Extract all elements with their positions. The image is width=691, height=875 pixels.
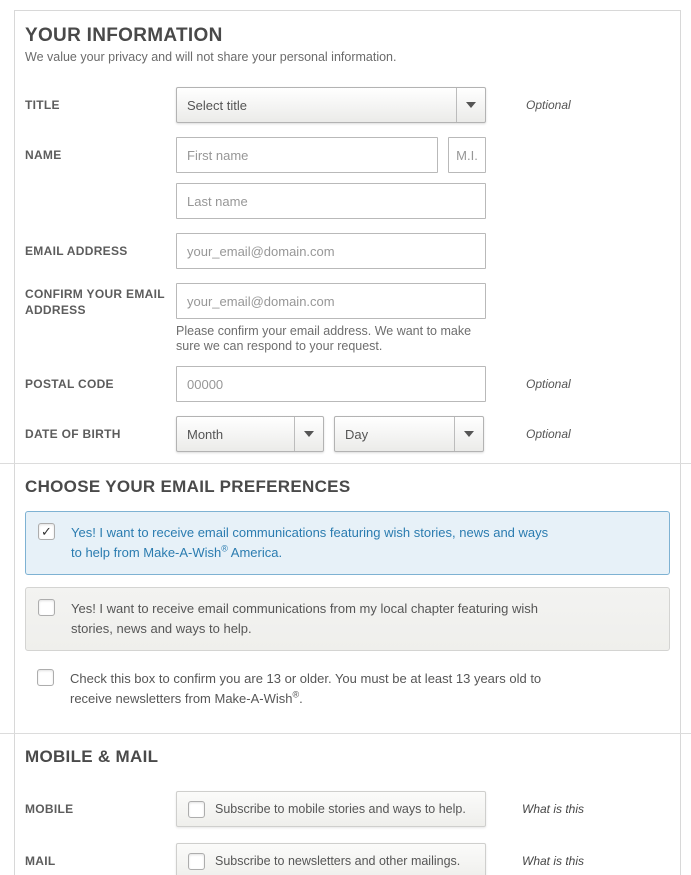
confirm-email-label: CONFIRM YOUR EMAIL ADDRESS <box>25 287 165 317</box>
mobile-subscribe-toggle[interactable] <box>176 791 486 827</box>
chevron-down-icon <box>304 431 314 437</box>
dob-row <box>25 416 670 452</box>
mail-subscribe-checkbox[interactable] <box>188 853 205 870</box>
first-name-input[interactable] <box>176 137 438 173</box>
title-select-value: Select title <box>187 97 247 113</box>
name-label: NAME <box>25 148 62 162</box>
chapter-email-optin-text: Yes! I want to receive email communications from my local chapter featuring wish stories, news and ways to help. <box>71 601 538 636</box>
last-name-row <box>25 183 670 219</box>
title-select[interactable] <box>176 87 486 123</box>
confirm-email-row <box>25 283 670 366</box>
title-select-arrow-box[interactable] <box>456 88 485 122</box>
national-email-text-main: Yes! I want to receive email communications featuring wish stories, news and ways to help from Make-A-Wish <box>71 525 549 560</box>
mail-row <box>25 843 670 875</box>
national-email-optin-text <box>71 523 553 563</box>
dob-month-arrow-box[interactable] <box>294 417 323 451</box>
last-name-input[interactable] <box>176 183 486 219</box>
name-row <box>25 137 670 173</box>
form-panel <box>14 10 681 875</box>
registered-trademark-icon: ® <box>292 689 300 700</box>
chapter-email-optin[interactable] <box>25 587 670 651</box>
registered-trademark-icon: ® <box>221 543 228 554</box>
mobile-row <box>25 791 670 827</box>
age-text-main: Check this box to confirm you are 13 or older. You must be at least 13 years old to receive newsletters from Make-A-Wish <box>70 671 542 706</box>
email-row <box>25 233 670 269</box>
chevron-down-icon <box>464 431 474 437</box>
section-email-preferences <box>15 464 680 733</box>
email-preferences-heading: CHOOSE YOUR EMAIL PREFERENCES <box>25 477 351 496</box>
mobile-subscribe-checkbox[interactable] <box>188 801 205 818</box>
mobile-subscribe-text: Subscribe to mobile stories and ways to help. <box>215 802 466 816</box>
dob-optional-note: Optional <box>526 427 571 441</box>
national-email-optin[interactable] <box>25 511 670 575</box>
email-label: EMAIL ADDRESS <box>25 244 128 258</box>
mobile-mail-heading: MOBILE & MAIL <box>25 747 159 766</box>
dob-month-value: Month <box>187 426 224 442</box>
title-label: TITLE <box>25 98 60 112</box>
confirm-email-help: Please confirm your email address. We want to make sure we can respond to your request. <box>176 324 472 353</box>
postal-optional-note: Optional <box>526 377 571 391</box>
postal-code-label: POSTAL CODE <box>25 377 114 391</box>
postal-code-row <box>25 366 670 402</box>
middle-initial-input[interactable] <box>448 137 486 173</box>
title-row <box>25 87 670 123</box>
mail-subscribe-text: Subscribe to newsletters and other mailings. <box>215 854 461 868</box>
age-confirmation-checkbox[interactable] <box>37 669 54 686</box>
dob-day-arrow-box[interactable] <box>454 417 483 451</box>
privacy-note: We value your privacy and will not share your personal information. <box>25 50 397 64</box>
section-mobile-mail <box>15 734 680 875</box>
dob-day-value: Day <box>345 426 369 442</box>
email-input[interactable] <box>176 233 486 269</box>
age-confirmation-text <box>70 669 552 709</box>
national-email-checkbox[interactable] <box>38 523 55 540</box>
section-your-information <box>15 11 680 463</box>
chevron-down-icon <box>466 102 476 108</box>
mobile-label: MOBILE <box>25 802 74 816</box>
dob-label: DATE OF BIRTH <box>25 427 121 441</box>
dob-month-select[interactable] <box>176 416 324 452</box>
mail-what-is-this-link[interactable]: What is this <box>522 854 585 868</box>
mail-label: MAIL <box>25 854 56 868</box>
chapter-email-checkbox[interactable] <box>38 599 55 616</box>
mail-subscribe-toggle[interactable] <box>176 843 486 875</box>
age-confirmation-row <box>37 669 670 733</box>
your-information-heading: YOUR INFORMATION <box>25 25 223 46</box>
national-email-text-suffix: America. <box>227 545 283 560</box>
mobile-what-is-this-link[interactable]: What is this <box>522 802 585 816</box>
age-text-suffix: . <box>299 691 303 706</box>
confirm-email-input[interactable] <box>176 283 486 319</box>
postal-code-input[interactable] <box>176 366 486 402</box>
checkmark-icon: ✓ <box>41 524 52 539</box>
title-optional-note: Optional <box>526 98 571 112</box>
dob-day-select[interactable] <box>334 416 484 452</box>
